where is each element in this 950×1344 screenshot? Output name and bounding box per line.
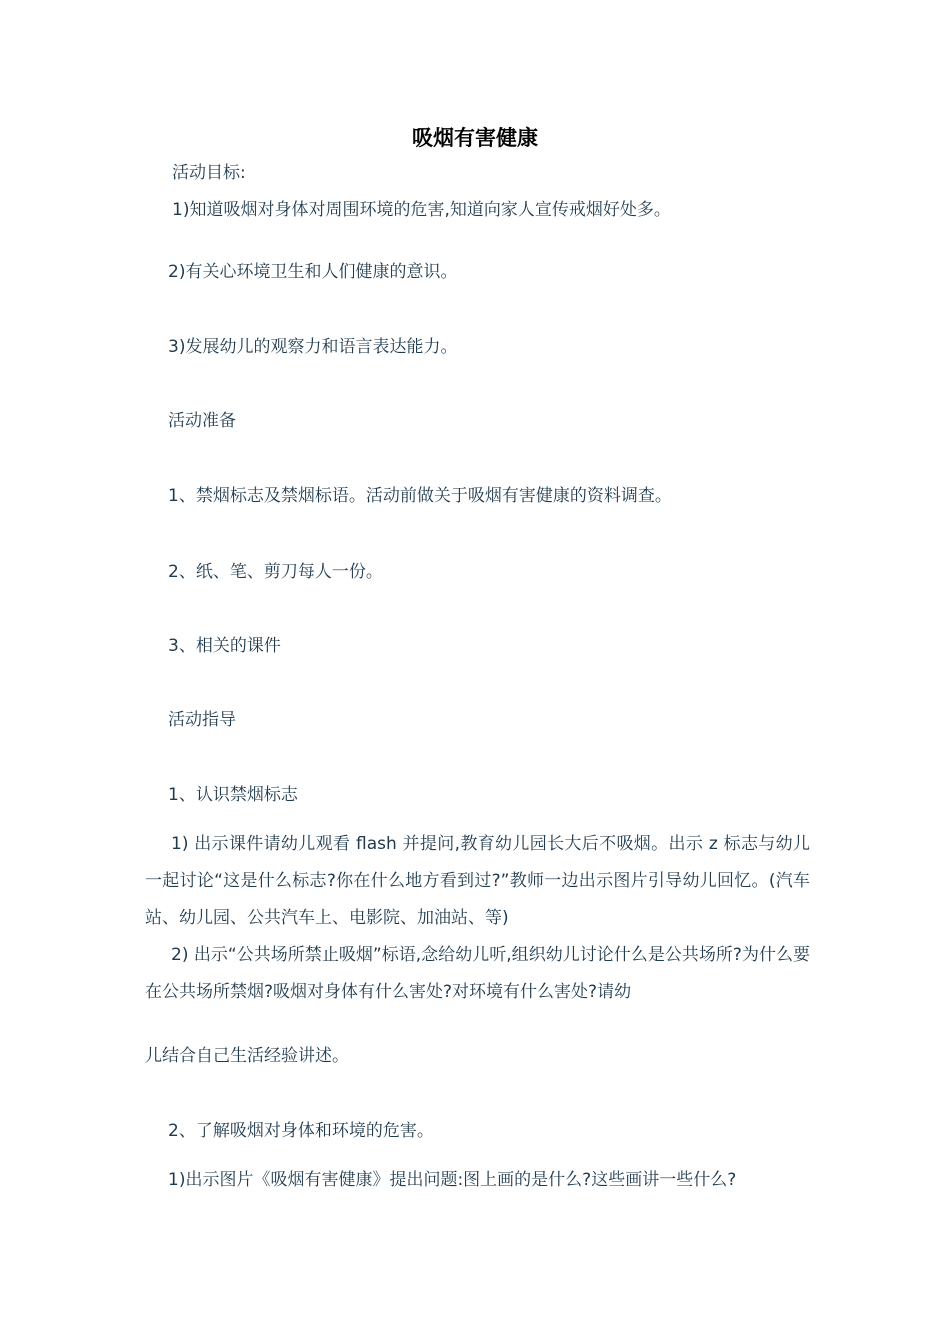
step-2-heading: 2、了解吸烟对身体和环境的危害。 <box>168 1121 434 1141</box>
step-1-paragraph-2: 2) 出示“公共场所禁止吸烟”标语,念给幼儿听,组织幼儿讨论什么是公共场所?为什么要在公共场所禁烟?吸烟对身体有什么害处?对环境有什么害处?请幼 <box>145 945 810 1002</box>
prep-item-2: 2、纸、笔、剪刀每人一份。 <box>168 562 383 582</box>
document-title: 吸烟有害健康 <box>412 125 538 150</box>
goal-item-3: 3)发展幼儿的观察力和语言表达能力。 <box>168 337 458 357</box>
step-2-paragraph-1: 1)出示图片《吸烟有害健康》提出问题:图上画的是什么?这些画讲一些什么? <box>168 1170 737 1190</box>
step-1-paragraph-2-continued: 儿结合自己生活经验讲述。 <box>145 1046 349 1066</box>
prep-item-1: 1、禁烟标志及禁烟标语。活动前做关于吸烟有害健康的资料调查。 <box>168 486 672 506</box>
prep-item-3: 3、相关的课件 <box>168 636 281 656</box>
guide-heading: 活动指导 <box>168 710 236 730</box>
step-1-paragraph-1: 1) 出示课件请幼儿观看 flash 并提问,教育幼儿园长大后不吸烟。出示 z 标志与幼儿一起讨论“这是什么标志?你在什么地方看到过?”教师一边出示图片引导幼儿回忆。(汽车站、幼儿园、公共汽车上、电影院、加油站、等) <box>145 834 810 928</box>
step-1-heading: 1、认识禁烟标志 <box>168 785 298 805</box>
prep-heading: 活动准备 <box>168 411 236 431</box>
goal-item-2: 2)有关心环境卫生和人们健康的意识。 <box>168 262 458 282</box>
goal-item-1: 1)知道吸烟对身体对周围环境的危害,知道向家人宣传戒烟好处多。 <box>172 200 671 220</box>
goals-heading: 活动目标: <box>172 163 246 183</box>
